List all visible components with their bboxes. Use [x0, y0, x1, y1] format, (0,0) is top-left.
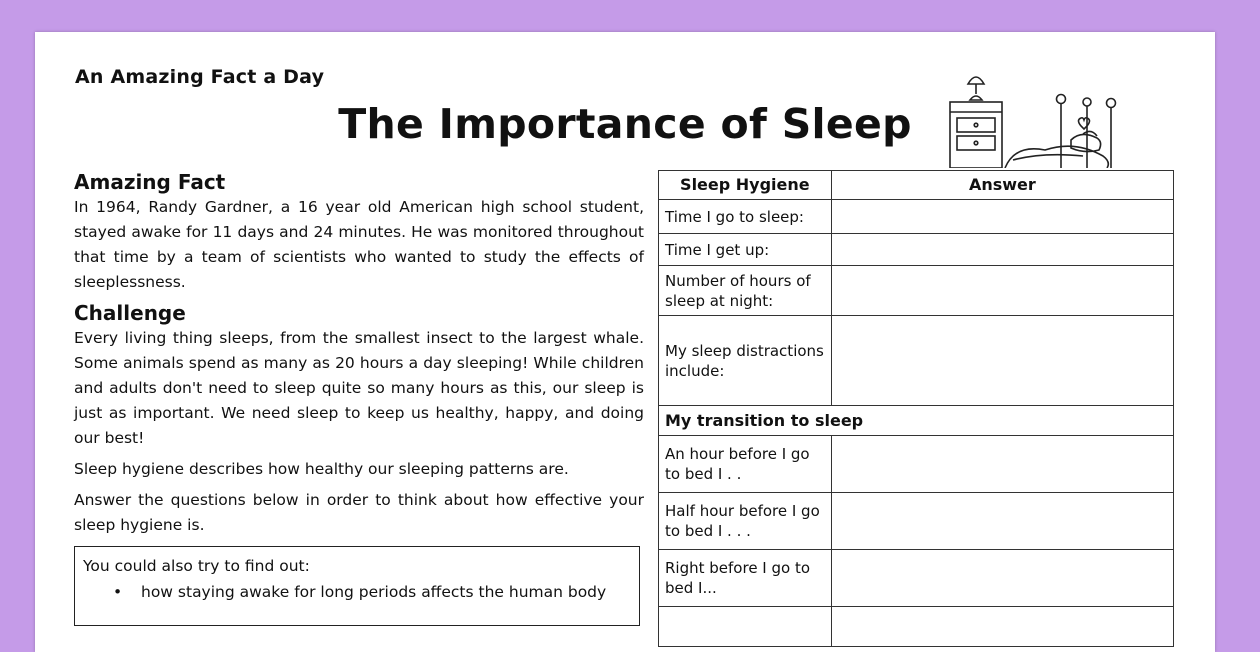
- page-title: The Importance of Sleep: [338, 100, 912, 148]
- table-row: [659, 550, 1174, 607]
- row-question: Time I go to sleep:: [659, 200, 832, 234]
- table-row: [659, 266, 1174, 316]
- worksheet-page: [35, 32, 1215, 652]
- row-question: Time I get up:: [659, 234, 832, 266]
- row-question: [659, 607, 832, 647]
- row-question: Number of hours of sleep at night:: [659, 266, 832, 316]
- answer-cell[interactable]: [831, 200, 1173, 234]
- amazing-fact-text: In 1964, Randy Gardner, a 16 year old American high school student, stayed awake for 11 days and 24 minutes. He was monitored throughout that time by a team of scientists who wanted to study the effects of sleeplessness.: [74, 198, 644, 291]
- section-heading: My transition to sleep: [659, 406, 1174, 436]
- table-row: [659, 200, 1174, 234]
- col-header-answer: Answer: [831, 171, 1173, 200]
- col-header-question: Sleep Hygiene: [659, 171, 832, 200]
- challenge-paragraph-1: Every living thing sleeps, from the smallest insect to the largest whale. Some animals spend as many as 20 hours a day sleeping! While children and adults don't need to sleep quite so many hours as this, our sleep is just as important. We need sleep to keep us healthy, happy, and doing our best!: [74, 329, 644, 447]
- table-section-row: [659, 406, 1174, 436]
- answer-cell[interactable]: [831, 266, 1173, 316]
- bullet-icon: •: [113, 583, 123, 601]
- challenge-paragraph-2: Sleep hygiene describes how healthy our sleeping patterns are.: [74, 460, 569, 478]
- challenge-heading: Challenge: [74, 301, 186, 325]
- table-row: [659, 234, 1174, 266]
- answer-cell[interactable]: [831, 493, 1173, 550]
- left-column: [74, 170, 644, 626]
- table-header-row: [659, 171, 1174, 200]
- find-out-bullet: [113, 580, 631, 604]
- sleep-hygiene-table-wrap: [658, 170, 1174, 647]
- answer-cell[interactable]: [831, 234, 1173, 266]
- challenge-paragraph-3: Answer the questions below in order to think about how effective your sleep hygiene is.: [74, 491, 644, 534]
- row-question: My sleep distractions include:: [659, 316, 832, 406]
- answer-cell[interactable]: [831, 316, 1173, 406]
- row-question: Half hour before I go to bed I . . .: [659, 493, 832, 550]
- row-question: Right before I go to bed I...: [659, 550, 832, 607]
- find-out-lead: You could also try to find out:: [83, 557, 310, 575]
- series-label: An Amazing Fact a Day: [75, 66, 325, 88]
- table-row: [659, 493, 1174, 550]
- answer-cell[interactable]: [831, 607, 1173, 647]
- row-question: An hour before I go to bed I . .: [659, 436, 832, 493]
- find-out-list: [83, 580, 631, 604]
- table-row: [659, 316, 1174, 406]
- sleep-hygiene-table: [658, 170, 1174, 647]
- answer-cell[interactable]: [831, 550, 1173, 607]
- table-row: [659, 436, 1174, 493]
- find-out-bullet-text: how staying awake for long periods affects the human body: [141, 583, 607, 601]
- amazing-fact-heading: Amazing Fact: [74, 170, 226, 194]
- bedroom-illustration: [943, 68, 1123, 168]
- find-out-box: [74, 546, 640, 626]
- answer-cell[interactable]: [831, 436, 1173, 493]
- table-row: [659, 607, 1174, 647]
